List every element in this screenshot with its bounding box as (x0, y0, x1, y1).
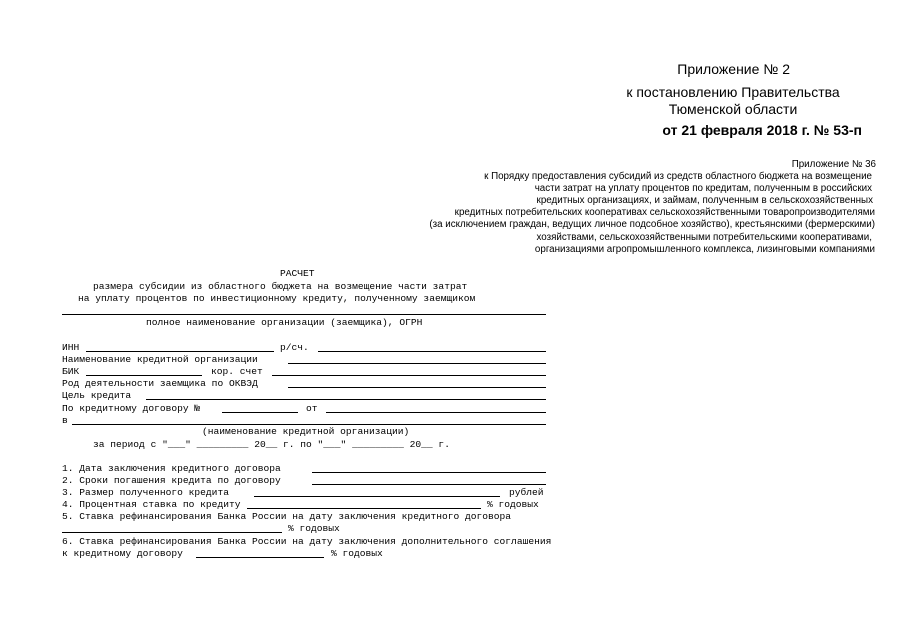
sub-header-line: хозяйствами, сельскохозяйственными потребительскими кооперативами, (536, 232, 872, 243)
bank-name-label: Наименование кредитной организации (62, 354, 258, 365)
refinancing-rate-unit: % годовых (288, 523, 340, 534)
item-addendum-contract-prefix: к кредитному договору (62, 548, 183, 559)
refinancing-rate-addendum-unit: % годовых (331, 548, 383, 559)
item-interest-rate-field[interactable] (247, 508, 481, 509)
bank-caption: (наименование кредитной организации) (202, 426, 410, 437)
item-contract-date-label: 1. Дата заключения кредитного договора (62, 463, 281, 474)
resolution-reference: к постановлению Правительства (626, 84, 840, 100)
bik-field[interactable] (86, 375, 202, 376)
corr-account-label: кор. счет (211, 366, 263, 377)
form-subtitle-2: на уплату процентов по инвестиционному кредиту, полученному заемщиком (78, 293, 476, 304)
in-bank-field[interactable] (72, 424, 546, 425)
sub-header-line: организациями агропромышленного комплекса, лизинговыми компаниями (534, 244, 875, 255)
account-label: р/сч. (280, 342, 309, 353)
item-interest-rate-label: 4. Процентная ставка по кредиту (62, 499, 241, 510)
sub-appendix-number: Приложение № 36 (791, 159, 876, 170)
corr-account-field[interactable] (272, 375, 546, 376)
sub-header-line: кредитных потребительских кооперативах сельскохозяйственными товаропроизводителями (454, 207, 875, 218)
item-repayment-terms-field[interactable] (312, 484, 546, 485)
interest-rate-unit: % годовых (487, 499, 539, 510)
contract-from-label: от (306, 403, 318, 414)
inn-field[interactable] (86, 351, 274, 352)
item-credit-amount-field[interactable] (254, 496, 500, 497)
account-field[interactable] (318, 351, 546, 352)
item-refinancing-rate-addendum-label: 6. Ставка рефинансирования Банка России на дату заключения дополнительного соглашения (62, 536, 552, 547)
form-subtitle-1: размера субсидии из областного бюджета на возмещение части затрат (93, 281, 468, 292)
contract-date-field[interactable] (326, 412, 546, 413)
contract-number-field[interactable] (222, 412, 298, 413)
in-bank-label: в (62, 415, 68, 426)
activity-field[interactable] (288, 387, 546, 388)
bik-label: БИК (62, 366, 80, 377)
sub-header-line: (за исключением граждан, ведущих личное подсобное хозяйство), крестьянскими (фермерскими) (429, 219, 875, 230)
item-refinancing-rate-label: 5. Ставка рефинансирования Банка России на дату заключения кредитного договора (62, 511, 512, 522)
resolution-date-number: от 21 февраля 2018 г. № 53-п (662, 122, 862, 138)
form-title: РАСЧЕТ (280, 268, 315, 279)
org-name-field[interactable] (62, 314, 546, 315)
appendix-number: Приложение № 2 (677, 61, 790, 77)
sub-header-line: кредитных организациях, и займам, полученным в сельскохозяйственных (536, 195, 873, 206)
org-name-caption: полное наименование организации (заемщика), ОГРН (146, 317, 423, 328)
contract-label: По кредитному договору № (62, 403, 201, 414)
period-line: за период с "___" _________ 20__ г. по "___" _________ 20__ г. (93, 439, 450, 450)
item-refinancing-rate-addendum-field[interactable] (196, 557, 324, 558)
sub-header-line: к Порядку предоставления субсидий из средств областного бюджета на возмещение (484, 171, 872, 182)
purpose-label: Цель кредита (62, 390, 132, 401)
sub-header-line: части затрат на уплату процентов по кредитам, полученным в российских (534, 183, 872, 194)
item-repayment-terms-label: 2. Сроки погашения кредита по договору (62, 475, 281, 486)
activity-label: Род деятельности заемщика по ОКВЭД (62, 378, 258, 389)
bank-name-field[interactable] (288, 363, 546, 364)
item-contract-date-field[interactable] (312, 472, 546, 473)
region-name: Тюменской области (668, 101, 798, 117)
item-credit-amount-label: 3. Размер полученного кредита (62, 487, 229, 498)
inn-label: ИНН (62, 342, 80, 353)
purpose-field[interactable] (146, 399, 546, 400)
item-refinancing-rate-field[interactable] (62, 532, 282, 533)
rubles-unit: рублей (509, 487, 544, 498)
